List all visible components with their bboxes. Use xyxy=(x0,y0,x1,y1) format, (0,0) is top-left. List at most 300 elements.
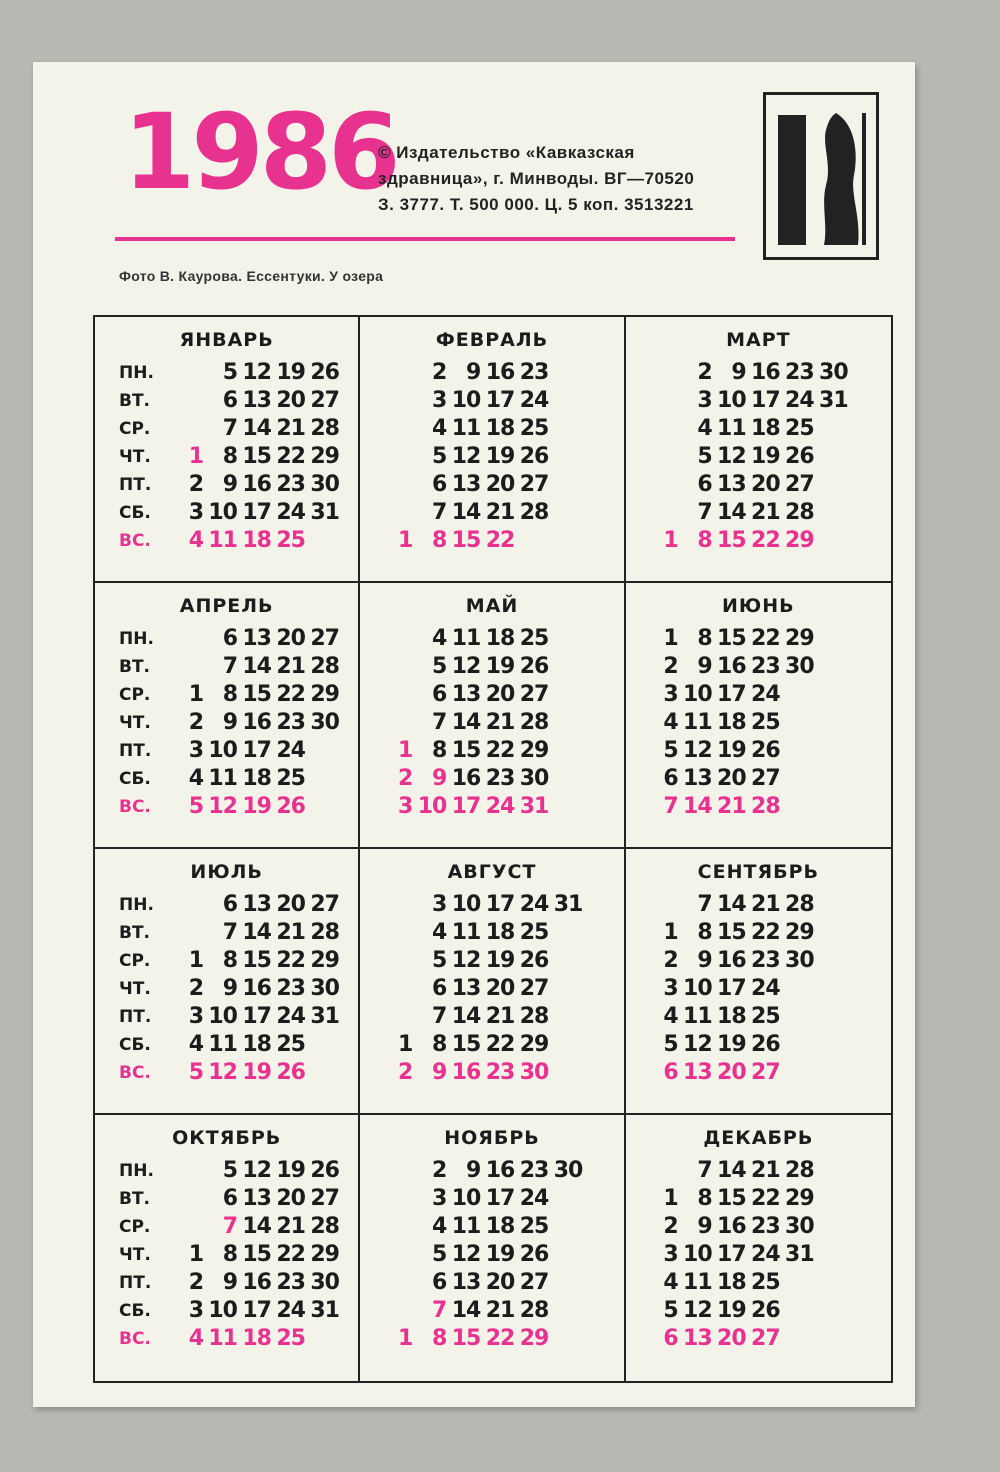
day-number: 3 xyxy=(432,1186,447,1211)
day-number: 10 xyxy=(208,500,237,525)
day-number: 18 xyxy=(485,416,515,441)
day-number: 1 xyxy=(188,948,203,973)
day-number: 23 xyxy=(751,1214,780,1239)
day-number xyxy=(548,1269,582,1297)
day-number: 5 xyxy=(432,654,447,679)
day-number: 24 xyxy=(751,976,780,1001)
weekday-label: ЧТ. xyxy=(119,447,151,467)
day-number: 1 xyxy=(188,682,203,707)
day-number: 13 xyxy=(683,1060,712,1085)
day-number xyxy=(305,527,339,555)
day-number: 23 xyxy=(785,360,814,385)
day-number: 4 xyxy=(663,1270,678,1295)
day-number: 13 xyxy=(451,472,481,497)
day-number: 30 xyxy=(310,1270,339,1295)
day-number xyxy=(390,1003,412,1031)
day-number: 2 xyxy=(398,1060,413,1085)
day-number xyxy=(780,709,814,737)
day-number xyxy=(390,1157,412,1185)
day-number: 3 xyxy=(663,1242,678,1267)
day-number: 30 xyxy=(785,948,814,973)
day-number: 3 xyxy=(663,976,678,1001)
day-number: 1 xyxy=(663,626,678,651)
day-number xyxy=(656,415,678,443)
day-number: 10 xyxy=(451,1186,481,1211)
day-number xyxy=(181,653,203,681)
day-number: 13 xyxy=(242,388,271,413)
day-number: 14 xyxy=(717,500,746,525)
day-number: 24 xyxy=(276,500,305,525)
day-number: 26 xyxy=(276,1060,305,1085)
day-number: 1 xyxy=(398,1326,413,1351)
day-number: 15 xyxy=(242,948,271,973)
day-number xyxy=(181,1157,203,1185)
day-number: 12 xyxy=(208,794,237,819)
day-number: 31 xyxy=(310,500,339,525)
day-number: 27 xyxy=(785,472,814,497)
day-number: 23 xyxy=(276,976,305,1001)
day-number: 24 xyxy=(519,388,549,413)
day-number: 22 xyxy=(276,444,305,469)
day-number: 27 xyxy=(310,388,339,413)
day-number: 8 xyxy=(222,444,237,469)
day-number xyxy=(390,1297,412,1325)
day-number: 5 xyxy=(432,444,447,469)
day-number: 27 xyxy=(751,1060,780,1085)
pink-divider xyxy=(115,237,735,241)
day-number: 6 xyxy=(432,472,447,497)
day-number: 22 xyxy=(485,1032,515,1057)
day-number: 1 xyxy=(663,528,678,553)
day-number: 13 xyxy=(683,766,712,791)
day-number: 20 xyxy=(485,682,515,707)
day-number: 4 xyxy=(432,920,447,945)
day-number: 12 xyxy=(683,1032,712,1057)
day-number: 30 xyxy=(519,766,549,791)
day-number: 10 xyxy=(208,1298,237,1323)
day-number xyxy=(548,1059,582,1087)
day-number: 15 xyxy=(451,738,481,763)
weekday-label: ПН. xyxy=(119,1161,154,1181)
weekday-label: СР. xyxy=(119,685,151,705)
day-number xyxy=(548,1185,582,1213)
day-number: 26 xyxy=(310,360,339,385)
day-number: 11 xyxy=(451,416,481,441)
day-number: 10 xyxy=(683,682,712,707)
weekday-label: ВТ. xyxy=(119,1189,151,1209)
day-number: 4 xyxy=(188,1032,203,1057)
day-number: 17 xyxy=(717,1242,746,1267)
day-number: 22 xyxy=(751,920,780,945)
day-number: 5 xyxy=(663,738,678,763)
day-number xyxy=(780,975,814,1003)
day-number: 15 xyxy=(451,1032,481,1057)
month-name: АВГУСТ xyxy=(447,861,537,883)
day-number: 1 xyxy=(188,1242,203,1267)
day-number xyxy=(390,387,412,415)
day-number: 28 xyxy=(519,500,549,525)
day-number: 6 xyxy=(663,766,678,791)
day-number: 11 xyxy=(208,1032,237,1057)
day-number: 19 xyxy=(485,948,515,973)
day-number: 26 xyxy=(751,1298,780,1323)
day-number: 19 xyxy=(276,360,305,385)
day-number: 2 xyxy=(188,710,203,735)
day-number: 7 xyxy=(432,1004,447,1029)
day-number: 31 xyxy=(310,1004,339,1029)
day-number: 8 xyxy=(222,682,237,707)
day-number: 16 xyxy=(242,472,271,497)
day-number: 7 xyxy=(697,892,712,917)
day-number: 10 xyxy=(208,1004,237,1029)
day-number: 29 xyxy=(310,444,339,469)
day-number: 14 xyxy=(242,920,271,945)
weekday-label: ПН. xyxy=(119,629,154,649)
day-number: 25 xyxy=(785,416,814,441)
weekday-label: СБ. xyxy=(119,503,151,523)
day-number xyxy=(780,793,814,821)
day-number: 12 xyxy=(451,444,481,469)
day-number: 7 xyxy=(697,1158,712,1183)
day-number: 31 xyxy=(310,1298,339,1323)
day-number: 2 xyxy=(663,1214,678,1239)
day-number: 12 xyxy=(683,1298,712,1323)
day-number: 22 xyxy=(276,1242,305,1267)
day-number: 27 xyxy=(519,1270,549,1295)
day-number: 8 xyxy=(697,1186,712,1211)
day-number: 9 xyxy=(697,1214,712,1239)
day-number: 28 xyxy=(785,892,814,917)
day-number: 3 xyxy=(697,388,712,413)
day-number: 4 xyxy=(188,528,203,553)
day-number: 10 xyxy=(683,976,712,1001)
day-number xyxy=(656,891,678,919)
day-number: 6 xyxy=(222,626,237,651)
month-block xyxy=(360,1115,625,1381)
day-number xyxy=(548,975,582,1003)
day-number: 22 xyxy=(751,1186,780,1211)
day-number xyxy=(780,1297,814,1325)
day-number: 26 xyxy=(751,1032,780,1057)
day-number: 15 xyxy=(717,626,746,651)
weekday-label: ПТ. xyxy=(119,1273,152,1293)
day-number: 17 xyxy=(717,976,746,1001)
day-number: 29 xyxy=(785,920,814,945)
day-number: 18 xyxy=(242,528,271,553)
day-number: 18 xyxy=(717,1004,746,1029)
day-number xyxy=(390,1241,412,1269)
year-title: 1986 xyxy=(123,91,397,213)
day-number: 9 xyxy=(466,1158,481,1183)
day-number: 20 xyxy=(485,976,515,1001)
day-number: 20 xyxy=(485,472,515,497)
day-number: 27 xyxy=(751,1326,780,1351)
day-number: 23 xyxy=(751,654,780,679)
day-number: 2 xyxy=(697,360,712,385)
weekday-label: ПТ. xyxy=(119,475,152,495)
day-number: 17 xyxy=(485,892,515,917)
day-number: 20 xyxy=(276,626,305,651)
day-number xyxy=(656,1157,678,1185)
day-number: 24 xyxy=(276,1298,305,1323)
day-number: 14 xyxy=(242,1214,271,1239)
day-number: 3 xyxy=(188,500,203,525)
day-number: 3 xyxy=(398,794,413,819)
day-number: 20 xyxy=(717,1060,746,1085)
day-number: 12 xyxy=(451,948,481,973)
day-number: 20 xyxy=(276,388,305,413)
day-number: 24 xyxy=(485,794,515,819)
day-number: 30 xyxy=(785,1214,814,1239)
day-number: 26 xyxy=(751,738,780,763)
day-number xyxy=(780,737,814,765)
day-number: 3 xyxy=(188,738,203,763)
month-name: ИЮНЬ xyxy=(722,595,795,617)
weekday-labels xyxy=(119,891,181,1087)
day-number: 19 xyxy=(242,1060,271,1085)
day-number: 29 xyxy=(310,682,339,707)
weekday-label: ЧТ. xyxy=(119,713,151,733)
day-number: 10 xyxy=(717,388,746,413)
day-number: 2 xyxy=(663,654,678,679)
day-number: 23 xyxy=(751,948,780,973)
weekday-label: СР. xyxy=(119,419,151,439)
day-number: 20 xyxy=(717,766,746,791)
day-number xyxy=(181,891,203,919)
day-number: 9 xyxy=(432,766,447,791)
day-number: 7 xyxy=(432,500,447,525)
day-number: 11 xyxy=(451,920,481,945)
weekday-label: СБ. xyxy=(119,1301,151,1321)
day-number xyxy=(780,1269,814,1297)
day-number xyxy=(305,1059,339,1087)
day-number: 26 xyxy=(519,444,549,469)
day-number xyxy=(181,1185,203,1213)
day-number: 27 xyxy=(519,976,549,1001)
day-number xyxy=(390,1185,412,1213)
day-number: 14 xyxy=(717,892,746,917)
day-number: 14 xyxy=(451,710,481,735)
day-number: 31 xyxy=(819,388,848,413)
day-number: 17 xyxy=(751,388,780,413)
day-number: 31 xyxy=(519,794,549,819)
day-number: 19 xyxy=(717,738,746,763)
day-number: 25 xyxy=(276,1032,305,1057)
day-number: 7 xyxy=(432,1298,447,1323)
weekday-label: СР. xyxy=(119,1217,151,1237)
day-number: 8 xyxy=(432,738,447,763)
day-number: 3 xyxy=(663,682,678,707)
day-number: 11 xyxy=(683,710,712,735)
day-number: 29 xyxy=(310,1242,339,1267)
day-number xyxy=(814,471,848,499)
day-number xyxy=(390,709,412,737)
day-number: 28 xyxy=(310,1214,339,1239)
weekday-label: ПН. xyxy=(119,363,154,383)
day-number: 24 xyxy=(519,1186,549,1211)
day-number: 7 xyxy=(222,1214,237,1239)
day-number: 6 xyxy=(432,976,447,1001)
day-number xyxy=(656,471,678,499)
day-number xyxy=(390,1269,412,1297)
day-number: 9 xyxy=(222,472,237,497)
day-number: 13 xyxy=(683,1326,712,1351)
day-number: 11 xyxy=(683,1270,712,1295)
day-number: 17 xyxy=(242,738,271,763)
day-number: 23 xyxy=(276,1270,305,1295)
day-number: 9 xyxy=(697,948,712,973)
weekday-labels xyxy=(119,1157,181,1353)
day-number xyxy=(656,387,678,415)
day-number: 15 xyxy=(717,528,746,553)
day-number: 10 xyxy=(451,388,481,413)
day-number: 13 xyxy=(717,472,746,497)
day-number: 4 xyxy=(188,766,203,791)
day-number: 5 xyxy=(188,1060,203,1085)
weekday-label: ВС. xyxy=(119,797,151,817)
day-number xyxy=(814,443,848,471)
day-number: 22 xyxy=(276,948,305,973)
day-number: 23 xyxy=(519,360,549,385)
day-number: 23 xyxy=(276,472,305,497)
day-number: 28 xyxy=(785,1158,814,1183)
day-number: 29 xyxy=(785,528,814,553)
day-number: 20 xyxy=(276,1186,305,1211)
weekday-label: ВС. xyxy=(119,1063,151,1083)
day-number xyxy=(390,653,412,681)
day-number: 12 xyxy=(242,1158,271,1183)
month-name: ФЕВРАЛЬ xyxy=(435,329,549,351)
month-block xyxy=(626,583,891,849)
day-number: 1 xyxy=(663,1186,678,1211)
month-block xyxy=(95,317,360,583)
day-number: 15 xyxy=(717,1186,746,1211)
month-block xyxy=(360,583,625,849)
day-number xyxy=(548,1241,582,1269)
day-number: 24 xyxy=(276,738,305,763)
day-number: 7 xyxy=(697,500,712,525)
day-number: 6 xyxy=(663,1060,678,1085)
mountain-logo-icon xyxy=(766,95,876,257)
day-number: 31 xyxy=(553,892,583,917)
day-number: 27 xyxy=(519,682,549,707)
day-number: 24 xyxy=(751,1242,780,1267)
day-number: 30 xyxy=(310,976,339,1001)
day-number: 9 xyxy=(222,1270,237,1295)
day-number xyxy=(656,443,678,471)
day-number: 7 xyxy=(222,654,237,679)
day-number xyxy=(305,793,339,821)
day-number: 11 xyxy=(717,416,746,441)
day-number xyxy=(181,359,203,387)
day-number: 17 xyxy=(242,500,271,525)
day-number: 16 xyxy=(242,976,271,1001)
day-number: 28 xyxy=(310,920,339,945)
day-number: 6 xyxy=(222,1186,237,1211)
day-number: 16 xyxy=(717,1214,746,1239)
day-number: 24 xyxy=(276,1004,305,1029)
day-number: 12 xyxy=(683,738,712,763)
weekday-labels xyxy=(119,625,181,821)
publisher-info xyxy=(378,140,694,218)
day-number: 25 xyxy=(519,1214,549,1239)
day-number: 18 xyxy=(242,1326,271,1351)
day-number xyxy=(390,681,412,709)
month-block xyxy=(360,317,625,583)
month-block xyxy=(95,583,360,849)
weekday-label: ЧТ. xyxy=(119,979,151,999)
publisher-line: здравница», г. Минводы. ВГ—70520 xyxy=(378,169,695,188)
day-number: 7 xyxy=(222,416,237,441)
day-number: 4 xyxy=(663,710,678,735)
day-number: 3 xyxy=(188,1298,203,1323)
month-name: ДЕКАБРЬ xyxy=(703,1127,814,1149)
day-number: 28 xyxy=(310,416,339,441)
day-number: 29 xyxy=(519,1032,549,1057)
month-name: СЕНТЯБРЬ xyxy=(697,861,819,883)
day-number: 19 xyxy=(485,654,515,679)
month-name: ЯНВАРЬ xyxy=(179,329,274,351)
day-number: 12 xyxy=(451,1242,481,1267)
day-number: 23 xyxy=(485,766,515,791)
day-number: 18 xyxy=(242,766,271,791)
day-number: 20 xyxy=(717,1326,746,1351)
day-number: 2 xyxy=(188,1270,203,1295)
weekday-label: ПН. xyxy=(119,895,154,915)
day-number: 30 xyxy=(553,1158,583,1183)
day-number: 19 xyxy=(485,444,515,469)
day-number xyxy=(548,1031,582,1059)
day-number: 6 xyxy=(697,472,712,497)
day-number: 9 xyxy=(432,1060,447,1085)
day-number: 14 xyxy=(242,416,271,441)
day-number: 19 xyxy=(485,1242,515,1267)
day-number: 2 xyxy=(188,472,203,497)
day-number xyxy=(390,975,412,1003)
day-number: 9 xyxy=(731,360,746,385)
day-number xyxy=(814,415,848,443)
day-number: 4 xyxy=(663,1004,678,1029)
day-number xyxy=(780,681,814,709)
photo-credit: Фото В. Каурова. Ессентуки. У озера xyxy=(119,268,384,284)
day-number: 20 xyxy=(751,472,780,497)
day-number: 21 xyxy=(485,1298,515,1323)
month-block xyxy=(95,1115,360,1381)
day-number xyxy=(390,947,412,975)
day-number: 2 xyxy=(432,1158,447,1183)
day-number: 13 xyxy=(242,1186,271,1211)
weekday-labels xyxy=(119,359,181,555)
day-number: 16 xyxy=(717,654,746,679)
day-number: 7 xyxy=(663,794,678,819)
day-number: 5 xyxy=(432,948,447,973)
day-number: 29 xyxy=(785,626,814,651)
day-number: 29 xyxy=(785,1186,814,1211)
day-number: 26 xyxy=(310,1158,339,1183)
day-number xyxy=(548,1325,582,1353)
day-number: 24 xyxy=(785,388,814,413)
day-number: 5 xyxy=(222,1158,237,1183)
day-number: 11 xyxy=(208,528,237,553)
day-number: 28 xyxy=(519,1298,549,1323)
day-number: 1 xyxy=(398,528,413,553)
day-number: 17 xyxy=(242,1298,271,1323)
publisher-line: © Издательство «Кавказская xyxy=(378,143,635,162)
day-number: 5 xyxy=(188,794,203,819)
day-number: 7 xyxy=(222,920,237,945)
day-number xyxy=(656,499,678,527)
day-number: 14 xyxy=(451,500,481,525)
